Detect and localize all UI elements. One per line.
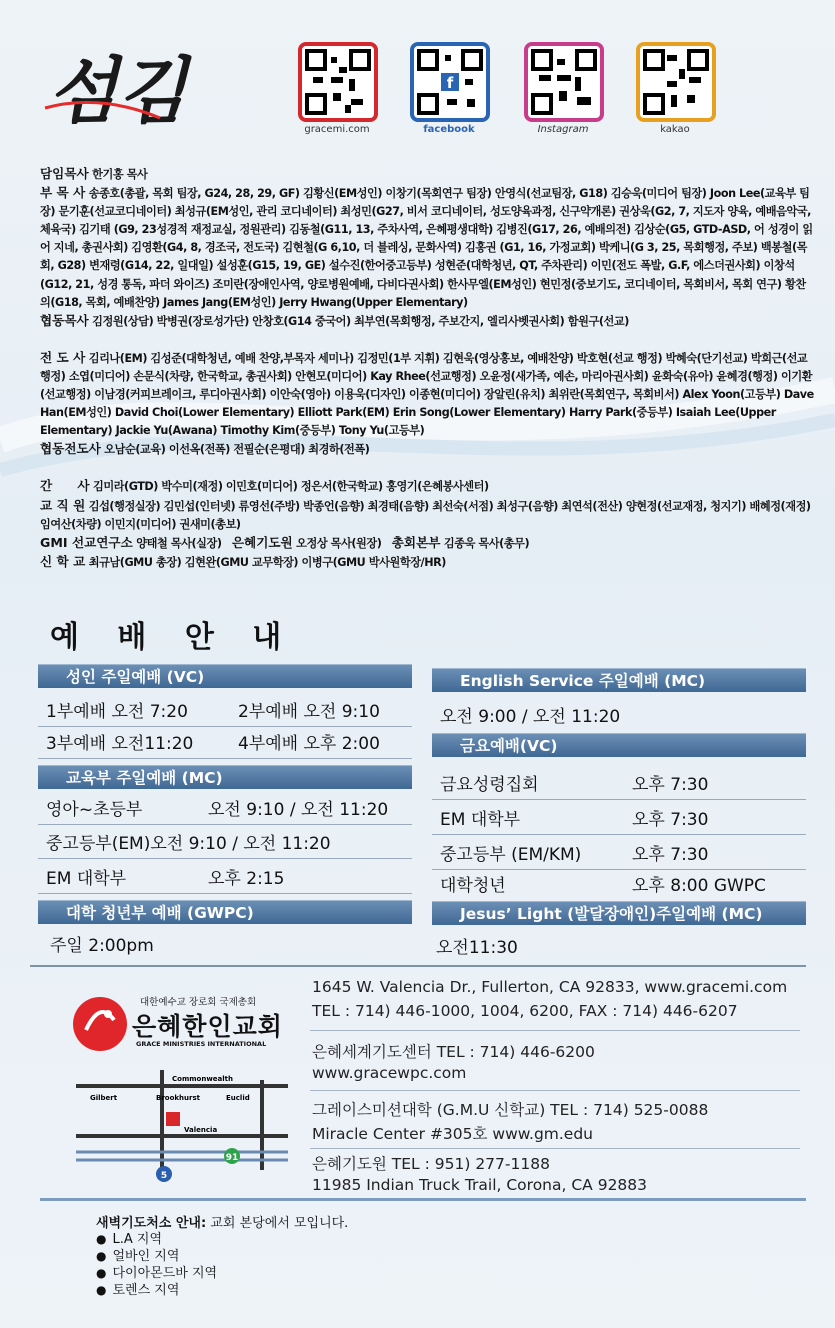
friday-row-2: EM 대학부 오후 7:30 — [432, 806, 806, 835]
svg-text:5: 5 — [160, 1171, 168, 1181]
english-service-header: English Service 주일예배 (MC) — [432, 668, 806, 692]
contact-tel: TEL : 714) 446-1000, 1004, 6200, FAX : 714) 446-6207 — [312, 1002, 738, 1020]
qr-code-icon — [298, 42, 378, 122]
staff-senior: 담임목사 한기홍 목사 — [40, 166, 148, 181]
friday-row-1: 금요성령집회 오후 7:30 — [432, 771, 806, 800]
church-logo: 대한예수교 장로회 국제총회 은혜한인교회 GRACE MINISTRIES INTERNATIONAL — [70, 990, 310, 1064]
friday-service-header: 금요예배(VC) — [432, 733, 806, 757]
qr-kakao[interactable]: kakao — [636, 42, 714, 135]
staff-coop: 협동목사 김정원(상담) 박병권(장로성가단) 안창호(G14 중국어) 최부연(목회행정, 주보간지, 엘리사벳권사회) 함원구(선교) — [40, 312, 629, 328]
staff-coop-evang: 협동전도사 오남순(교육) 이선옥(전폭) 전필순(은평대) 최경하(전폭) — [40, 441, 370, 457]
dawn-prayer-info: 새벽기도처소 안내: 교회 본당에서 모입니다. ● L.A 지역 ● 얼바인 지역 ● 다이아몬드바 지역 ● 토렌스 지역 — [96, 1212, 348, 1299]
dawn-location: ● 토렌스 지역 — [96, 1282, 348, 1299]
adult-service-header: 성인 주일예배 (VC) — [38, 664, 412, 688]
contact-gmu: 그레이스미션대학 (G.M.U 신학교) TEL : 714) 525-0088 — [312, 1101, 709, 1119]
english-row-1: 오전 9:00 / 오전 11:20 — [440, 707, 621, 727]
contact-divider — [310, 1090, 800, 1091]
staff-workers: 교 직 원 김섭(행정실장) 김민섭(인터넷) 류영선(주방) 박종언(음향) 최경태(음향) 최선숙(서점) 최성구(음향) 최연석(전산) 양현정(선교재정, 청지기) 배혜정(재정) 임여산(차량) 이민지(미디어) 권새미(총보) — [40, 497, 811, 531]
contact-prayer-mountain: 은혜기도원 TEL : 951) 277-1188 — [312, 1155, 550, 1173]
contact-divider — [310, 1148, 800, 1149]
qr-instagram[interactable]: Instagram — [524, 42, 602, 135]
location-map — [76, 1070, 288, 1186]
contact-corona-address: 11985 Indian Truck Trail, Corona, CA 92883 — [312, 1176, 648, 1194]
adult-row-2: 3부예배 오전11:20 4부예배 오후 2:00 — [38, 730, 412, 759]
schedule-title: 예 배 안 내 — [50, 620, 296, 655]
qr-facebook[interactable]: f facebook — [410, 42, 488, 135]
friday-row-4: 대학청년 오후 8:00 GWPC — [440, 876, 766, 896]
footer-divider — [40, 1198, 806, 1201]
contact-address: 1645 W. Valencia Dr., Fullerton, CA 92833, www.gracemi.com — [312, 978, 788, 996]
contact-wpc-url[interactable]: www.gracewpc.com — [312, 1064, 467, 1082]
contact-divider — [310, 1030, 800, 1031]
staff-elder: 간 사 김미라(GTD) 박수미(재정) 이민호(미디어) 정은서(한국학교) 홍영기(은혜봉사센터) — [40, 478, 489, 494]
staff-gmi: GMI 선교연구소 양태철 목사(실장) 은혜기도원 오정상 목사(원장) 총회본부 김종욱 목사(총무) — [40, 534, 530, 550]
education-row-2: 중고등부(EM)오전 9:10 / 오전 11:20 — [38, 830, 412, 859]
college-row-1: 주일 2:00pm — [50, 936, 154, 956]
adult-row-1: 1부예배 오전 7:20 2부예배 오전 9:10 — [38, 698, 412, 727]
staff-evang: 전 도 사 김리나(EM) 김성준(대학청년, 예배 찬양,부목자 세미나) 김정민(1부 지휘) 김현욱(영상홍보, 예배찬양) 박호현(선교 행정) 박혜숙(단기선교) 박희근(선교행정) 소엽(미디어) 손문식(차량, 한국학교, 총권사회) 안현모(미디어) Kay Rhee(선교행정) 오윤정(새가족, 예손, 마리아권사회) 윤화숙(유아) 윤혜경(행정) 이기환(선교행정) 이남경(커피브레이크, 루디아권사회) 이안숙(영아) 이용욱(디자인) 이종현(미디어) 장알린(유치) 최위란(목회연구, 목회비서) Alex Yoon(고등부) Dave Han(EM성인) David Choi(Lower Elementary) Elliott Park(EM) Erin Song(Lower Elementary) Harry Park(중등부) Isaiah Lee(Upper Elementary) Jackie Yu(Awana) Timothy Kim(중등부) Tony Yu(고등부) — [40, 349, 814, 438]
education-service-header: 교육부 주일예배 (MC) — [38, 765, 412, 789]
jesus-light-row-1: 오전11:30 — [436, 938, 518, 958]
education-row-1: 영아~초등부 오전 9:10 / 오전 11:20 — [38, 796, 412, 825]
calligraphy-title — [40, 38, 240, 138]
friday-row-3: 중고등부 (EM/KM) 오후 7:30 — [432, 841, 806, 870]
qr-code-icon — [524, 42, 604, 122]
svg-text:Commonwealth: Commonwealth — [172, 1075, 233, 1083]
svg-text:91: 91 — [225, 1153, 239, 1163]
contact-prayer-center: 은혜세계기도센터 TEL : 714) 446-6200 — [312, 1043, 595, 1061]
education-row-3: EM 대학부 오후 2:15 — [38, 865, 412, 894]
qr-code-icon — [410, 42, 490, 122]
qr-gracemi[interactable]: gracemi.com — [298, 42, 376, 135]
contact-miracle-center: Miracle Center #305호 www.gm.edu — [312, 1125, 594, 1143]
staff-school: 신 학 교 최규남(GMU 총장) 김현완(GMU 교무학장) 이병구(GMU 박사원학장/HR) — [40, 553, 446, 569]
svg-text:섬김: 섬김 — [48, 48, 188, 133]
dawn-location: ● 얼바인 지역 — [96, 1248, 348, 1265]
dawn-location: ● 다이아몬드바 지역 — [96, 1265, 348, 1282]
divider — [30, 965, 806, 967]
svg-text:Valencia: Valencia — [184, 1126, 218, 1134]
svg-text:Gilbert: Gilbert — [90, 1094, 118, 1102]
svg-text:Brookhurst: Brookhurst — [156, 1094, 200, 1102]
staff-assoc: 부 목 사 송종호(총괄, 목회 팀장, G24, 28, 29, GF) 김황신(EM성인) 이창기(목회연구 팀장) 안영식(선교팀장, G18) 김승욱(미디어 팀장) Joon Lee(교육부 팀장) 문기훈(선교코디네이터) 최성규(EM성인, 관리 코디네이터) 최성민(G27, 비서 코디네이터, 성도양육과정, 신구약개론) 권상욱(G2, 7, 지도자 양육, 예배음악국, 체육국) 김기태 (G9, 23성경적 재정교실, 정원관리) 김동철(G11, 13, 주차사역, 은혜평생대학) 김병진(G17, 26, 예배의전) 김상순(G5, GTD-ASD, 어 성경이 읽어 지네, 총권사회) 김영환(G4, 8, 경조국, 전도국) 김현철(G 6,10, 더 블레싱, 문화사역) 김홍권 (G1, 16, 가정교회) 박케니(G 3, 25, 목회행정, 주보) 백봉철(목회, G28) 변재령(G14, 22, 일대일) 설성훈(G15, 19, GE) 설수진(한어중고등부) 성현준(대학청년, QT, 주차관리) 이민(전도 폭발, G.F, 에스더권사회) 이창석(G12, 21, 성경 통독, 파더 와이즈) 조미란(장애인사역, 양로병원예배, 다비다권사회) 한사무엘(EM성인) 현민정(중보기도, 코디네이터, 목회비서, 목회 연구) 황찬의(G18, 목회, 예배찬양) James Jang(EM성인) Jerry Hwang(Upper Elementary) — [40, 185, 813, 309]
staff-directory — [40, 165, 815, 572]
svg-text:Euclid: Euclid — [226, 1094, 250, 1102]
jesus-light-header: Jesus’ Light (발달장애인)주일예배 (MC) — [432, 901, 806, 925]
dawn-location: ● L.A 지역 — [96, 1231, 348, 1248]
qr-code-icon — [636, 42, 716, 122]
svg-text:f: f — [446, 74, 454, 92]
college-service-header: 대학 청년부 예배 (GWPC) — [38, 900, 412, 924]
